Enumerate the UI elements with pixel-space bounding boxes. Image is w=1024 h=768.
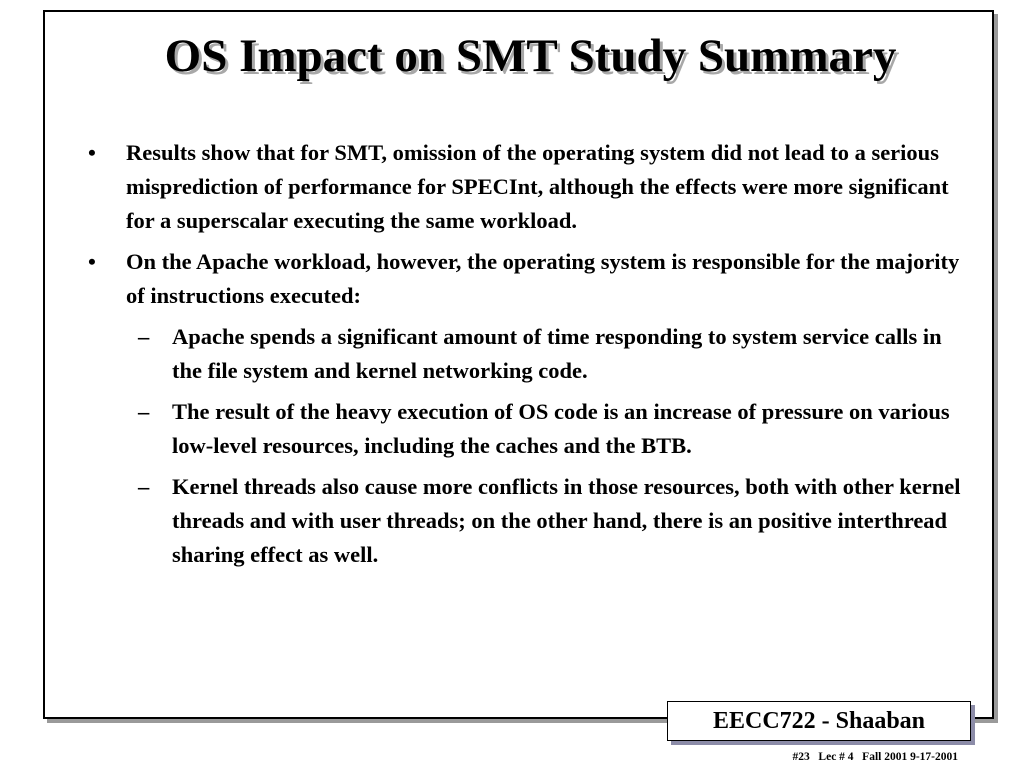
bullet-marker: • [88, 249, 96, 274]
sub-bullet-item [78, 395, 968, 463]
sub-bullet-marker: – [138, 399, 150, 424]
sub-bullet-item [78, 320, 968, 388]
sub-bullet-text: Kernel threads also cause more conflicts in those resources, both with other kernel threads and with user threads; on the other hand, there is an positive interthread sharing effect as well. [172, 474, 961, 567]
bullet-marker: • [88, 140, 96, 165]
bullet-text: Results show that for SMT, omission of the operating system did not lead to a serious misprediction of performance for SPECInt, although the effects were more significant for a superscalar executing the same workload. [126, 140, 949, 233]
sub-bullet-item [78, 470, 968, 572]
sub-bullet-text: Apache spends a significant amount of time responding to system service calls in the file system and kernel networking code. [172, 324, 942, 383]
sub-bullet-marker: – [138, 474, 150, 499]
slide-title: OS Impact on SMT Study Summary [164, 30, 897, 82]
bullet-text: On the Apache workload, however, the operating system is responsible for the majority of instructions executed: [126, 249, 960, 308]
course-footer-label: EECC722 - Shaaban [712, 708, 926, 734]
slide-body [78, 136, 968, 579]
bullet-item [78, 136, 968, 238]
bullet-item [78, 245, 968, 313]
sub-bullet-marker: – [138, 324, 150, 349]
lecture-meta: #23 Lec # 4 Fall 2001 9-17-2001 [792, 751, 958, 763]
sub-bullet-text: The result of the heavy execution of OS code is an increase of pressure on various low-level resources, including the caches and the BTB. [172, 399, 950, 458]
course-footer-box [667, 701, 971, 741]
